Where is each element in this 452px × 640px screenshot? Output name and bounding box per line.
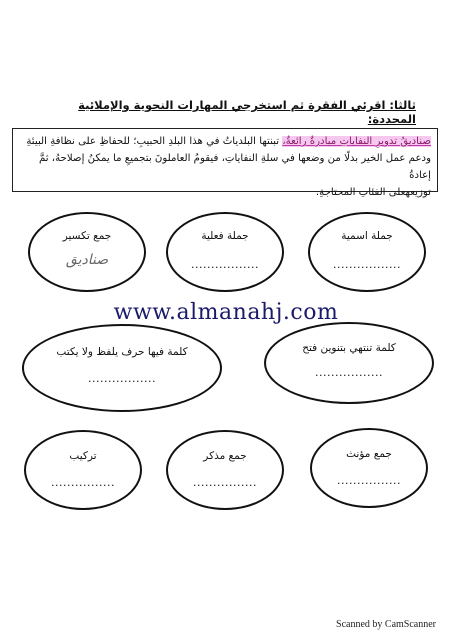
answer-ellipse-feminine-plural <box>310 428 428 508</box>
answer-ellipse-broken-plural <box>28 212 146 292</box>
paragraph-line-1 <box>19 133 431 150</box>
answer-ellipse-tanween-fath <box>264 322 434 404</box>
answer-dots: ................. <box>333 258 401 271</box>
answer-ellipse-compound <box>24 430 142 510</box>
paragraph-line-3: توزيعهعلى الفئاتِ المحتاجةِ. <box>315 187 431 198</box>
exercise-title <box>36 98 416 126</box>
ellipse-label: جمع تكسير <box>62 230 112 242</box>
watermark: www.almanahj.com <box>113 300 339 325</box>
answer-dots: ................. <box>315 366 383 379</box>
answer-dots: ................ <box>51 476 115 489</box>
ellipse-label: كلمة تنتهي بتنوين فتح <box>302 342 396 354</box>
exercise-number: ثالثا: <box>389 98 416 112</box>
paragraph-box <box>12 128 438 198</box>
answer-dots: ................ <box>193 476 257 489</box>
ellipse-label: كلمة فيها حرف يلفظ ولا يكتب <box>56 346 188 358</box>
paragraph-line-2: ودعم عمل الخير بدلًا من وضعها في سلةِ النفاياتِ، فيقومُ العاملونَ بتجميعِ ما يمكنُ إصلاحهُ، ثمَّ إعادةُ <box>38 153 431 181</box>
ellipse-label: جمع مؤنث <box>346 448 392 460</box>
ellipse-label: تركيب <box>69 450 97 462</box>
answer-dots: ................ <box>337 474 401 487</box>
handwritten-answer: صناديق <box>65 252 109 268</box>
answer-ellipse-masculine-plural <box>166 430 284 510</box>
highlighted-phrase: صناديقُ تدويرِ النفاياتِ مبادرةٌ رائعةٌ، <box>282 136 431 147</box>
ellipse-label: جملة اسمية <box>341 230 393 242</box>
answer-dots: ................. <box>88 372 156 385</box>
paragraph-line-1-rest: تبنتها البلدياتُ في هذا البلدِ الحبيبِ؛ للحفاظِ على نظافةِ البيئةِ <box>26 136 283 147</box>
scanner-footer: Scanned by CamScanner <box>336 619 436 630</box>
answer-ellipse-silent-letter <box>22 324 222 412</box>
ellipse-label: جمع مذكر <box>203 450 247 462</box>
exercise-instruction: اقرئي الفقرة ثم استخرجي المهارات النحوية والإملائية المحددة: <box>78 98 416 126</box>
answer-ellipse-nominal-sentence <box>308 212 426 292</box>
answer-ellipse-verbal-sentence <box>166 212 284 292</box>
answer-dots: ................. <box>191 258 259 271</box>
ellipse-label: جملة فعلية <box>201 230 249 242</box>
